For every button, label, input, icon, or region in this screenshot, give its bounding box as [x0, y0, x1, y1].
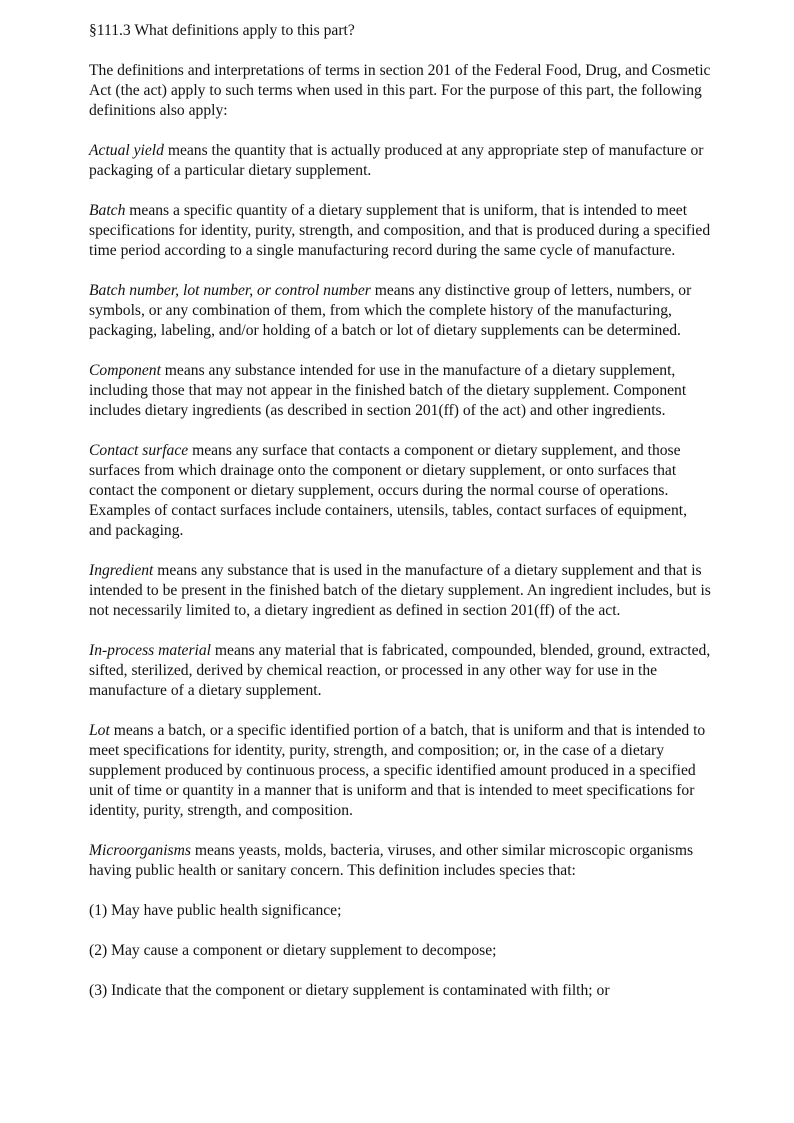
definition-term: In-process material	[89, 642, 211, 659]
section-heading: §111.3 What definitions apply to this part?	[89, 22, 355, 39]
definition-text: means the quantity that is actually produced at any appropriate step of manufacture or packaging of a particular dietary supplement.	[89, 142, 704, 179]
definition-actual-yield	[89, 141, 713, 181]
definition-term: Actual yield	[89, 142, 164, 159]
definition-term: Batch	[89, 202, 126, 219]
definition-in-process-material	[89, 641, 713, 701]
definition-text: means yeasts, molds, bacteria, viruses, and other similar microscopic organisms having public health or sanitary concern. This definition includes species that:	[89, 842, 694, 879]
definition-term: Contact surface	[89, 442, 189, 459]
document-page	[89, 21, 713, 1021]
definition-term: Batch number, lot number, or control number	[89, 282, 371, 299]
definition-text: means any surface that contacts a component or dietary supplement, and those surfaces from which drainage onto the component or dietary supplement, or onto surfaces that contact the component or dietary supplement, occurs during the normal course of operations. Examples of contact surfaces include containers, utensils, tables, contact surfaces of equipment, and packaging.	[89, 442, 687, 539]
definition-microorganisms	[89, 841, 713, 881]
definition-text: means any material that is fabricated, compounded, blended, ground, extracted, sifted, sterilized, derived by chemical reaction, or processed in any other way for use in the manufacture of a dietary supplement.	[89, 642, 711, 699]
definition-text: means a batch, or a specific identified portion of a batch, that is uniform and that is intended to meet specifications for identity, purity, strength, and composition; or, in the case of a dietary supplement produced by continuous process, a specific identified amount produced in a specified unit of time or quantity in a manner that is uniform and that is intended to meet specifications for identity, purity, strength, and composition.	[89, 722, 706, 819]
definition-text: means any substance intended for use in the manufacture of a dietary supplement, including those that may not appear in the finished batch of the dietary supplement. Component includes dietary ingredients (as described in section 201(ff) of the act) and other ingredients.	[89, 362, 687, 419]
definition-contact-surface	[89, 441, 713, 541]
definition-ingredient	[89, 561, 713, 621]
definition-text: means any substance that is used in the manufacture of a dietary supplement and that is intended to be present in the finished batch of the dietary supplement. An ingredient includes, but is not necessarily limited to, a dietary ingredient as defined in section 201(ff) of the act.	[89, 562, 711, 619]
definition-term: Component	[89, 362, 161, 379]
definition-component	[89, 361, 713, 421]
list-item: (1) May have public health significance;	[89, 902, 342, 919]
definition-text: means any distinctive group of letters, numbers, or symbols, or any combination of them, from which the complete history of the manufacturing, packaging, labeling, and/or holding of a batch or lot of dietary supplements can be determined.	[89, 282, 692, 339]
definition-term: Microorganisms	[89, 842, 191, 859]
definition-term: Ingredient	[89, 562, 154, 579]
definition-batch	[89, 201, 713, 261]
definition-term: Lot	[89, 722, 110, 739]
list-item: (2) May cause a component or dietary supplement to decompose;	[89, 942, 497, 959]
definition-text: means a specific quantity of a dietary supplement that is uniform, that is intended to meet specifications for identity, purity, strength, and composition, and that is produced during a specified time period according to a single manufacturing record during the same cycle of manufacture.	[89, 202, 711, 259]
definition-lot	[89, 721, 713, 821]
definition-batch-number	[89, 281, 713, 341]
list-item: (3) Indicate that the component or dietary supplement is contaminated with filth; or	[89, 982, 610, 999]
intro-paragraph: The definitions and interpretations of terms in section 201 of the Federal Food, Drug, and Cosmetic Act (the act) apply to such terms when used in this part. For the purpose of this part, the following definitions also apply:	[89, 62, 711, 119]
